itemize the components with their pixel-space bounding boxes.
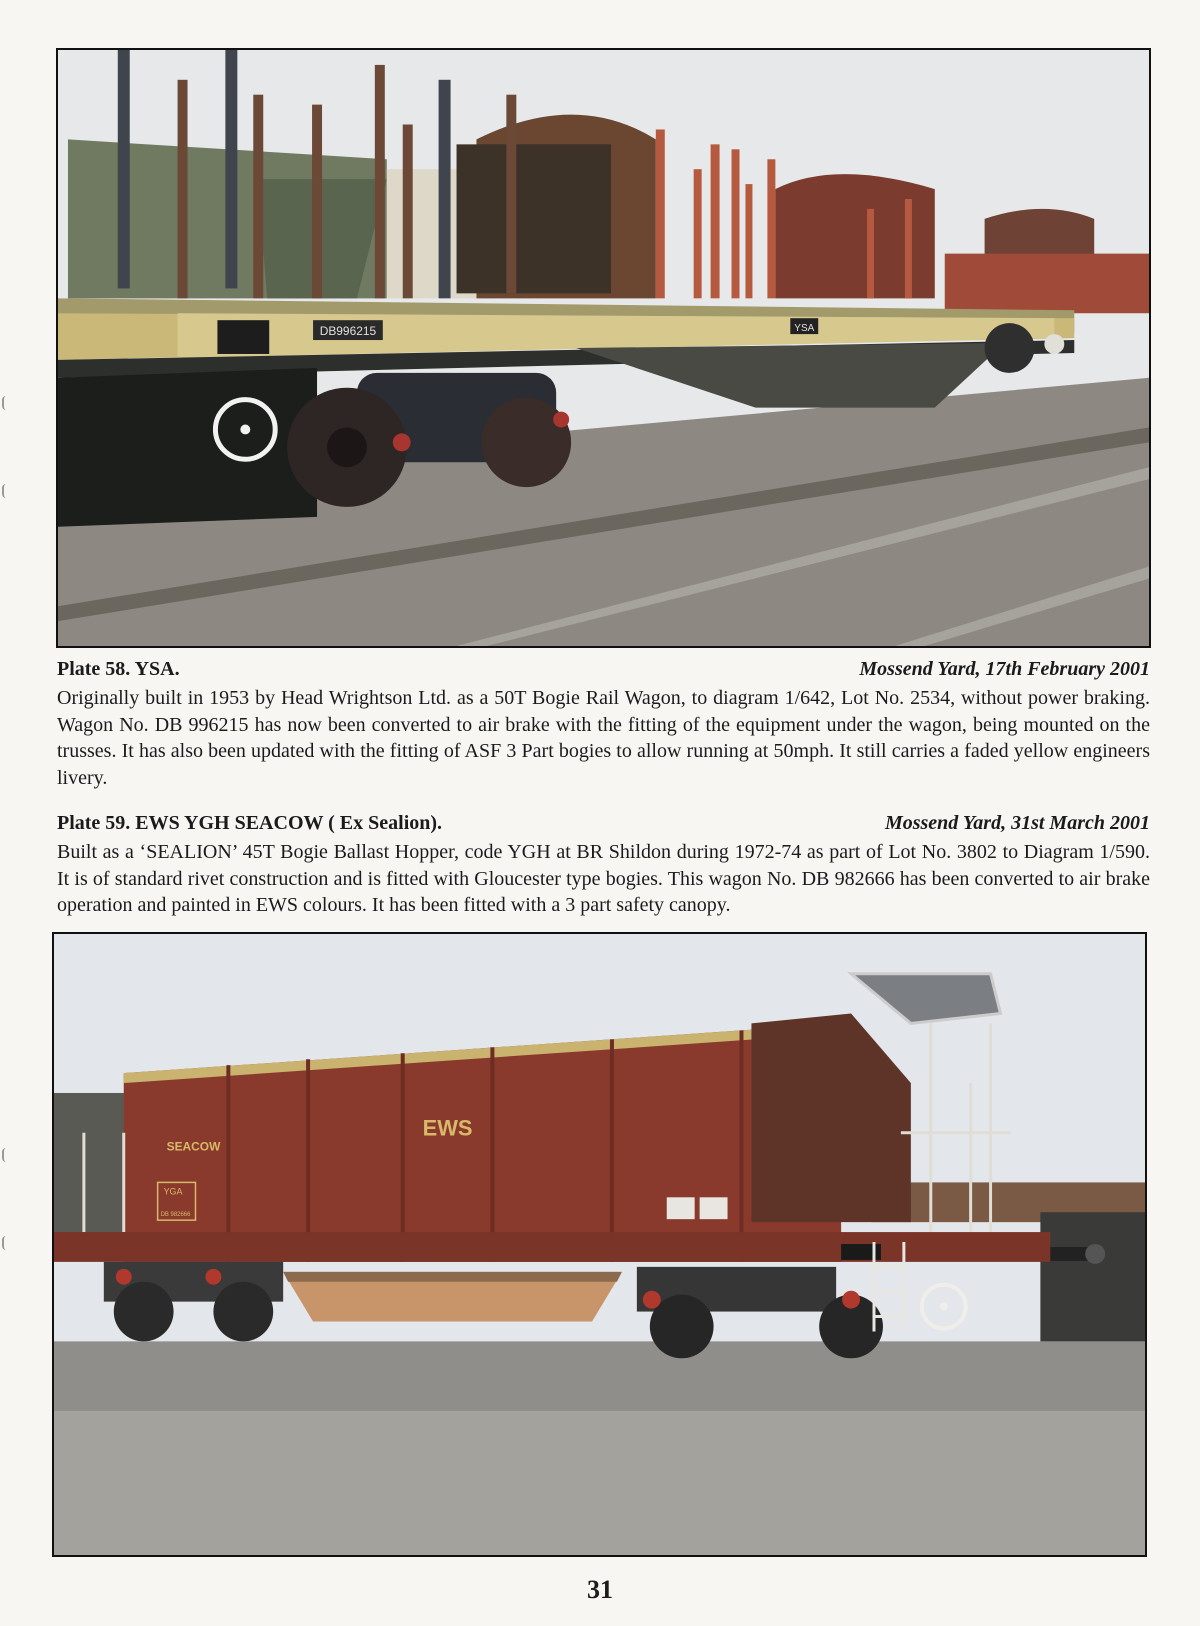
binding-mark	[2, 1148, 10, 1162]
ygh-code-panel: YGA	[163, 1186, 183, 1197]
plate-59-title: Plate 59. EWS YGH SEACOW ( Ex Sealion).	[57, 812, 443, 834]
plate-58-title: Plate 58. YSA.	[57, 658, 180, 680]
binding-mark	[2, 1236, 10, 1250]
wagon-number-panel: DB 982666	[160, 1212, 191, 1219]
seacow-name-text: SEACOW	[166, 1139, 221, 1154]
plate-58-photo	[56, 48, 1151, 648]
plate-59-location-date: Mossend Yard, 31st March 2001	[884, 812, 1150, 834]
plate-58-location-date: Mossend Yard, 17th February 2001	[859, 658, 1150, 680]
ews-logo-text: EWS	[422, 1115, 473, 1141]
page-number: 31	[587, 1575, 613, 1604]
seacow-hopper-illustration	[54, 934, 1145, 1555]
ysa-code-sign: YSA	[794, 323, 815, 335]
plate-59-caption-heading	[57, 812, 1150, 835]
plate-59-photo	[52, 932, 1147, 1557]
plate-58-description: Originally built in 1953 by Head Wrightson Ltd. as a 50T Bogie Rail Wagon, to diagram 1/642, Lot No. 2534, without power braking. Wagon No. DB 996215 has now been converted to air brake with the fitting of the equipment under the wagon, being mounted on the trusses. It has also been updated with the fitting of ASF 3 Part bogies to allow running at 50mph. It still carries a faded yellow engineers livery.	[57, 687, 1150, 789]
ysa-wagon-illustration	[58, 50, 1149, 646]
binding-mark	[2, 396, 10, 410]
binding-mark	[2, 484, 10, 498]
plate-58-caption-heading	[57, 658, 1150, 681]
wagon-number-plate: DB996215	[319, 324, 377, 339]
plate-59-description: Built as a ‘SEALION’ 45T Bogie Ballast Hopper, code YGH at BR Shildon during 1972-74 as part of Lot No. 3802 to Diagram 1/590. It is of standard rivet construction and is fitted with Gloucester type bogies. This wagon No. DB 982666 has been converted to air brake operation and painted in EWS colours. It has been fitted with a 3 part safety canopy.	[57, 841, 1150, 916]
